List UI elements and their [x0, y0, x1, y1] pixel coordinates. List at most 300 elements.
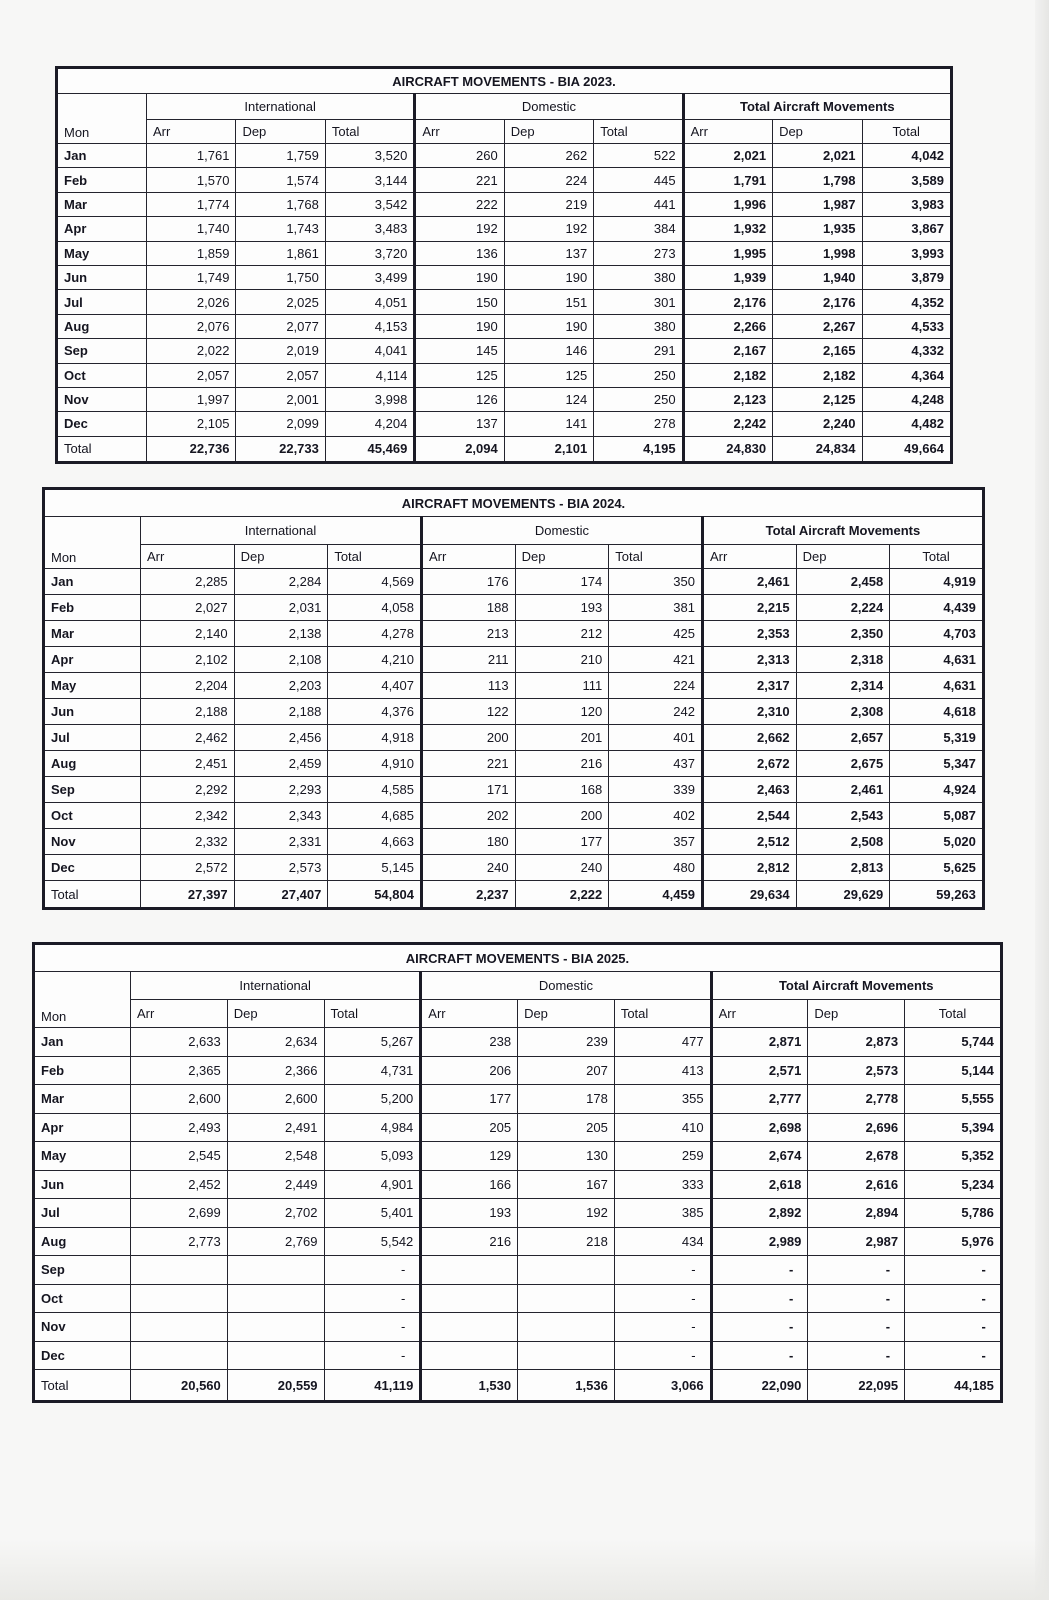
- cell-value: 3,993: [862, 241, 951, 265]
- cell-value: 441: [594, 192, 683, 216]
- cell-value: 402: [609, 803, 703, 829]
- cell-value: 2,573: [234, 855, 328, 881]
- cell-value: 2,123: [683, 387, 772, 411]
- column-header-dep: Dep: [773, 120, 862, 144]
- cell-value: 190: [415, 314, 504, 338]
- month-label: Dec: [57, 412, 147, 436]
- table-row: [34, 1085, 1002, 1114]
- cell-value: 2,508: [796, 829, 890, 855]
- column-header-arr: Arr: [147, 120, 236, 144]
- cell-value: 4,204: [325, 412, 414, 436]
- cell-value: 2,696: [808, 1113, 905, 1142]
- cell-value: 5,319: [890, 725, 984, 751]
- cell-value: 5,200: [324, 1085, 421, 1114]
- cell-value: 5,267: [324, 1028, 421, 1057]
- cell-value: -: [905, 1341, 1002, 1370]
- month-label: Jul: [44, 725, 141, 751]
- title-row: [57, 68, 952, 94]
- cell-value: 4,364: [862, 363, 951, 387]
- total-value: 2,101: [504, 436, 593, 462]
- cell-value: 380: [594, 265, 683, 289]
- cell-value: 2,773: [131, 1227, 228, 1256]
- cell-value: 5,976: [905, 1227, 1002, 1256]
- cell-value: 2,284: [234, 569, 328, 595]
- total-value: 20,560: [131, 1370, 228, 1402]
- cell-value: 124: [504, 387, 593, 411]
- total-value: 24,830: [683, 436, 772, 462]
- month-label: Mar: [44, 621, 141, 647]
- month-header: Mon: [44, 517, 141, 569]
- cell-value: 180: [421, 829, 515, 855]
- cell-value: 168: [515, 777, 609, 803]
- group-header-row: [57, 94, 952, 120]
- cell-value: 202: [421, 803, 515, 829]
- cell-value: 3,720: [325, 241, 414, 265]
- cell-value: [421, 1341, 518, 1370]
- cell-value: 2,548: [227, 1142, 324, 1171]
- cell-value: 219: [504, 192, 593, 216]
- cell-value: 1,774: [147, 192, 236, 216]
- table-row: [34, 1170, 1002, 1199]
- cell-value: 5,744: [905, 1028, 1002, 1057]
- cell-value: 200: [515, 803, 609, 829]
- cell-value: -: [905, 1256, 1002, 1285]
- month-label: Sep: [44, 777, 141, 803]
- cell-value: 2,203: [234, 673, 328, 699]
- cell-value: 126: [415, 387, 504, 411]
- cell-value: 2,343: [234, 803, 328, 829]
- cell-value: -: [808, 1341, 905, 1370]
- table-row: [44, 803, 984, 829]
- cell-value: 4,332: [862, 339, 951, 363]
- group-international: International: [141, 517, 422, 545]
- month-header: Mon: [57, 94, 147, 144]
- total-value: 59,263: [890, 881, 984, 909]
- cell-value: 2,108: [234, 647, 328, 673]
- month-label: Jun: [34, 1170, 131, 1199]
- cell-value: 177: [515, 829, 609, 855]
- cell-value: [227, 1256, 324, 1285]
- cell-value: 1,861: [236, 241, 325, 265]
- column-header-total: Total: [890, 545, 984, 569]
- month-label: Jul: [34, 1199, 131, 1228]
- cell-value: [131, 1341, 228, 1370]
- cell-value: [227, 1313, 324, 1342]
- cell-value: 2,813: [796, 855, 890, 881]
- cell-value: 4,407: [328, 673, 422, 699]
- table-row: [44, 829, 984, 855]
- cell-value: 240: [421, 855, 515, 881]
- cell-value: 401: [609, 725, 703, 751]
- total-value: 1,530: [421, 1370, 518, 1402]
- cell-value: 167: [518, 1170, 615, 1199]
- cell-value: 2,001: [236, 387, 325, 411]
- cell-value: 425: [609, 621, 703, 647]
- cell-value: 2,769: [227, 1227, 324, 1256]
- cell-value: 2,662: [702, 725, 796, 751]
- cell-value: 221: [421, 751, 515, 777]
- cell-value: 137: [504, 241, 593, 265]
- cell-value: 193: [515, 595, 609, 621]
- cell-value: 2,310: [702, 699, 796, 725]
- cell-value: 2,451: [141, 751, 235, 777]
- cell-value: [421, 1313, 518, 1342]
- cell-value: 1,743: [236, 217, 325, 241]
- cell-value: 210: [515, 647, 609, 673]
- cell-value: 2,031: [234, 595, 328, 621]
- cell-value: 4,918: [328, 725, 422, 751]
- cell-value: 445: [594, 168, 683, 192]
- cell-value: 211: [421, 647, 515, 673]
- month-label: May: [57, 241, 147, 265]
- cell-value: 3,144: [325, 168, 414, 192]
- table-row: [57, 265, 952, 289]
- cell-value: 278: [594, 412, 683, 436]
- cell-value: -: [808, 1284, 905, 1313]
- cell-value: 2,102: [141, 647, 235, 673]
- month-label: Jul: [57, 290, 147, 314]
- table-row: [57, 387, 952, 411]
- column-header-arr: Arr: [711, 1000, 808, 1028]
- cell-value: 273: [594, 241, 683, 265]
- cell-value: 125: [504, 363, 593, 387]
- cell-value: 146: [504, 339, 593, 363]
- table-row: [44, 725, 984, 751]
- cell-value: 129: [421, 1142, 518, 1171]
- cell-value: 4,618: [890, 699, 984, 725]
- group-domestic: Domestic: [421, 972, 711, 1000]
- cell-value: 4,278: [328, 621, 422, 647]
- cell-value: 2,188: [234, 699, 328, 725]
- group-total-movements: Total Aircraft Movements: [683, 94, 951, 120]
- cell-value: 2,459: [234, 751, 328, 777]
- table-row: [44, 777, 984, 803]
- cell-value: 2,125: [773, 387, 862, 411]
- cell-value: 2,240: [773, 412, 862, 436]
- cell-value: 2,452: [131, 1170, 228, 1199]
- cell-value: 4,439: [890, 595, 984, 621]
- month-label: May: [34, 1142, 131, 1171]
- cell-value: 4,153: [325, 314, 414, 338]
- month-label: Feb: [57, 168, 147, 192]
- column-header-arr: Arr: [415, 120, 504, 144]
- total-label: Total: [44, 881, 141, 909]
- cell-value: 201: [515, 725, 609, 751]
- cell-value: -: [711, 1256, 808, 1285]
- cell-value: 413: [614, 1056, 711, 1085]
- total-value: 2,094: [415, 436, 504, 462]
- column-header-total: Total: [325, 120, 414, 144]
- cell-value: -: [614, 1256, 711, 1285]
- cell-value: -: [808, 1313, 905, 1342]
- page-edge-shadow: [1035, 0, 1049, 1600]
- cell-value: 4,984: [324, 1113, 421, 1142]
- cell-value: 205: [421, 1113, 518, 1142]
- cell-value: 1,998: [773, 241, 862, 265]
- month-label: Oct: [57, 363, 147, 387]
- cell-value: 190: [504, 265, 593, 289]
- column-header-total: Total: [905, 1000, 1002, 1028]
- cell-value: 113: [421, 673, 515, 699]
- cell-value: 150: [415, 290, 504, 314]
- cell-value: 1,996: [683, 192, 772, 216]
- total-value: 2,237: [421, 881, 515, 909]
- cell-value: 1,939: [683, 265, 772, 289]
- cell-value: 2,138: [234, 621, 328, 647]
- cell-value: -: [711, 1313, 808, 1342]
- cell-value: 2,634: [227, 1028, 324, 1057]
- cell-value: 1,761: [147, 144, 236, 168]
- cell-value: 2,812: [702, 855, 796, 881]
- column-header-arr: Arr: [131, 1000, 228, 1028]
- cell-value: 1,798: [773, 168, 862, 192]
- cell-value: 2,618: [711, 1170, 808, 1199]
- cell-value: 5,542: [324, 1227, 421, 1256]
- cell-value: 216: [421, 1227, 518, 1256]
- table-title: AIRCRAFT MOVEMENTS - BIA 2025.: [34, 944, 1002, 972]
- table-row: [34, 1113, 1002, 1142]
- cell-value: -: [905, 1313, 1002, 1342]
- cell-value: 3,520: [325, 144, 414, 168]
- movements-table-1: [42, 487, 982, 910]
- cell-value: 136: [415, 241, 504, 265]
- cell-value: 2,267: [773, 314, 862, 338]
- cell-value: 242: [609, 699, 703, 725]
- cell-value: 2,366: [227, 1056, 324, 1085]
- cell-value: -: [324, 1284, 421, 1313]
- cell-value: 5,144: [905, 1056, 1002, 1085]
- table-row: [44, 699, 984, 725]
- cell-value: 2,331: [234, 829, 328, 855]
- cell-value: 262: [504, 144, 593, 168]
- total-value: 22,090: [711, 1370, 808, 1402]
- cell-value: 260: [415, 144, 504, 168]
- cell-value: 355: [614, 1085, 711, 1114]
- cell-value: 2,871: [711, 1028, 808, 1057]
- column-header-arr: Arr: [421, 1000, 518, 1028]
- cell-value: 339: [609, 777, 703, 803]
- month-label: Sep: [57, 339, 147, 363]
- cell-value: 2,140: [141, 621, 235, 647]
- month-label: Jun: [44, 699, 141, 725]
- cell-value: 5,625: [890, 855, 984, 881]
- group-domestic: Domestic: [415, 94, 683, 120]
- cell-value: 2,105: [147, 412, 236, 436]
- month-label: Apr: [57, 217, 147, 241]
- column-header-total: Total: [609, 545, 703, 569]
- cell-value: 5,093: [324, 1142, 421, 1171]
- data-table: [55, 66, 953, 464]
- cell-value: -: [324, 1341, 421, 1370]
- cell-value: 2,099: [236, 412, 325, 436]
- cell-value: 176: [421, 569, 515, 595]
- cell-value: 2,458: [796, 569, 890, 595]
- total-value: 4,195: [594, 436, 683, 462]
- cell-value: 3,542: [325, 192, 414, 216]
- cell-value: 2,027: [141, 595, 235, 621]
- cell-value: 357: [609, 829, 703, 855]
- cell-value: 2,021: [683, 144, 772, 168]
- column-header-arr: Arr: [702, 545, 796, 569]
- cell-value: 2,678: [808, 1142, 905, 1171]
- cell-value: -: [808, 1256, 905, 1285]
- cell-value: 2,545: [131, 1142, 228, 1171]
- cell-value: 2,600: [227, 1085, 324, 1114]
- column-header-dep: Dep: [515, 545, 609, 569]
- month-label: Jun: [57, 265, 147, 289]
- group-international: International: [147, 94, 415, 120]
- cell-value: [518, 1313, 615, 1342]
- cell-value: [131, 1284, 228, 1313]
- cell-value: 2,308: [796, 699, 890, 725]
- cell-value: [131, 1256, 228, 1285]
- cell-value: 2,021: [773, 144, 862, 168]
- cell-value: 2,778: [808, 1085, 905, 1114]
- month-label: Oct: [34, 1284, 131, 1313]
- column-header-arr: Arr: [141, 545, 235, 569]
- cell-value: 1,987: [773, 192, 862, 216]
- cell-value: 2,365: [131, 1056, 228, 1085]
- month-label: Aug: [44, 751, 141, 777]
- cell-value: 188: [421, 595, 515, 621]
- cell-value: 3,998: [325, 387, 414, 411]
- cell-value: 522: [594, 144, 683, 168]
- month-label: Apr: [44, 647, 141, 673]
- table-row: [34, 1341, 1002, 1370]
- column-header-dep: Dep: [227, 1000, 324, 1028]
- total-value: 24,834: [773, 436, 862, 462]
- cell-value: 2,342: [141, 803, 235, 829]
- total-value: 49,664: [862, 436, 951, 462]
- cell-value: 4,685: [328, 803, 422, 829]
- sub-header-row: [44, 545, 984, 569]
- cell-value: 2,332: [141, 829, 235, 855]
- column-header-total: Total: [594, 120, 683, 144]
- cell-value: 2,544: [702, 803, 796, 829]
- cell-value: 5,394: [905, 1113, 1002, 1142]
- month-label: Apr: [34, 1113, 131, 1142]
- data-table: [42, 487, 985, 910]
- total-value: 20,559: [227, 1370, 324, 1402]
- cell-value: -: [905, 1284, 1002, 1313]
- cell-value: -: [614, 1341, 711, 1370]
- cell-value: [518, 1284, 615, 1313]
- total-row: [34, 1370, 1002, 1402]
- cell-value: 2,573: [808, 1056, 905, 1085]
- cell-value: 4,924: [890, 777, 984, 803]
- cell-value: 5,087: [890, 803, 984, 829]
- total-row: [44, 881, 984, 909]
- cell-value: 4,703: [890, 621, 984, 647]
- column-header-dep: Dep: [808, 1000, 905, 1028]
- cell-value: 174: [515, 569, 609, 595]
- total-value: 27,407: [234, 881, 328, 909]
- table-row: [44, 673, 984, 699]
- cell-value: 2,873: [808, 1028, 905, 1057]
- group-international: International: [131, 972, 421, 1000]
- cell-value: 2,461: [796, 777, 890, 803]
- cell-value: 385: [614, 1199, 711, 1228]
- cell-value: 5,786: [905, 1199, 1002, 1228]
- movements-table-0: [55, 66, 950, 464]
- cell-value: 240: [515, 855, 609, 881]
- cell-value: 4,376: [328, 699, 422, 725]
- cell-value: 137: [415, 412, 504, 436]
- cell-value: 2,313: [702, 647, 796, 673]
- title-row: [44, 489, 984, 517]
- month-label: Jan: [57, 144, 147, 168]
- total-label: Total: [57, 436, 147, 462]
- cell-value: 2,633: [131, 1028, 228, 1057]
- cell-value: 130: [518, 1142, 615, 1171]
- cell-value: 2,165: [773, 339, 862, 363]
- cell-value: 2,449: [227, 1170, 324, 1199]
- sub-header-row: [34, 1000, 1002, 1028]
- cell-value: 410: [614, 1113, 711, 1142]
- cell-value: 2,493: [131, 1113, 228, 1142]
- cell-value: 177: [421, 1085, 518, 1114]
- cell-value: 250: [594, 387, 683, 411]
- total-value: 22,095: [808, 1370, 905, 1402]
- table-row: [44, 569, 984, 595]
- cell-value: 125: [415, 363, 504, 387]
- cell-value: 1,768: [236, 192, 325, 216]
- cell-value: 4,569: [328, 569, 422, 595]
- cell-value: 190: [504, 314, 593, 338]
- title-row: [34, 944, 1002, 972]
- column-header-dep: Dep: [236, 120, 325, 144]
- cell-value: 2,461: [702, 569, 796, 595]
- cell-value: 2,292: [141, 777, 235, 803]
- total-value: 45,469: [325, 436, 414, 462]
- cell-value: 4,210: [328, 647, 422, 673]
- cell-value: 1,995: [683, 241, 772, 265]
- cell-value: 3,879: [862, 265, 951, 289]
- table-row: [57, 217, 952, 241]
- cell-value: 4,919: [890, 569, 984, 595]
- table-title: AIRCRAFT MOVEMENTS - BIA 2024.: [44, 489, 984, 517]
- total-row: [57, 436, 952, 462]
- cell-value: 2,892: [711, 1199, 808, 1228]
- total-value: 27,397: [141, 881, 235, 909]
- cell-value: 2,224: [796, 595, 890, 621]
- cell-value: -: [324, 1313, 421, 1342]
- cell-value: 200: [421, 725, 515, 751]
- cell-value: 151: [504, 290, 593, 314]
- cell-value: 2,350: [796, 621, 890, 647]
- cell-value: 4,631: [890, 647, 984, 673]
- month-label: Mar: [57, 192, 147, 216]
- total-label: Total: [34, 1370, 131, 1402]
- table-row: [57, 412, 952, 436]
- cell-value: 5,020: [890, 829, 984, 855]
- cell-value: 206: [421, 1056, 518, 1085]
- cell-value: 4,631: [890, 673, 984, 699]
- column-header-arr: Arr: [683, 120, 772, 144]
- cell-value: 301: [594, 290, 683, 314]
- cell-value: 178: [518, 1085, 615, 1114]
- cell-value: 2,543: [796, 803, 890, 829]
- column-header-dep: Dep: [504, 120, 593, 144]
- table-row: [34, 1142, 1002, 1171]
- column-header-total: Total: [862, 120, 951, 144]
- cell-value: 480: [609, 855, 703, 881]
- cell-value: 2,675: [796, 751, 890, 777]
- cell-value: 5,234: [905, 1170, 1002, 1199]
- cell-value: 221: [415, 168, 504, 192]
- cell-value: [421, 1284, 518, 1313]
- cell-value: 2,572: [141, 855, 235, 881]
